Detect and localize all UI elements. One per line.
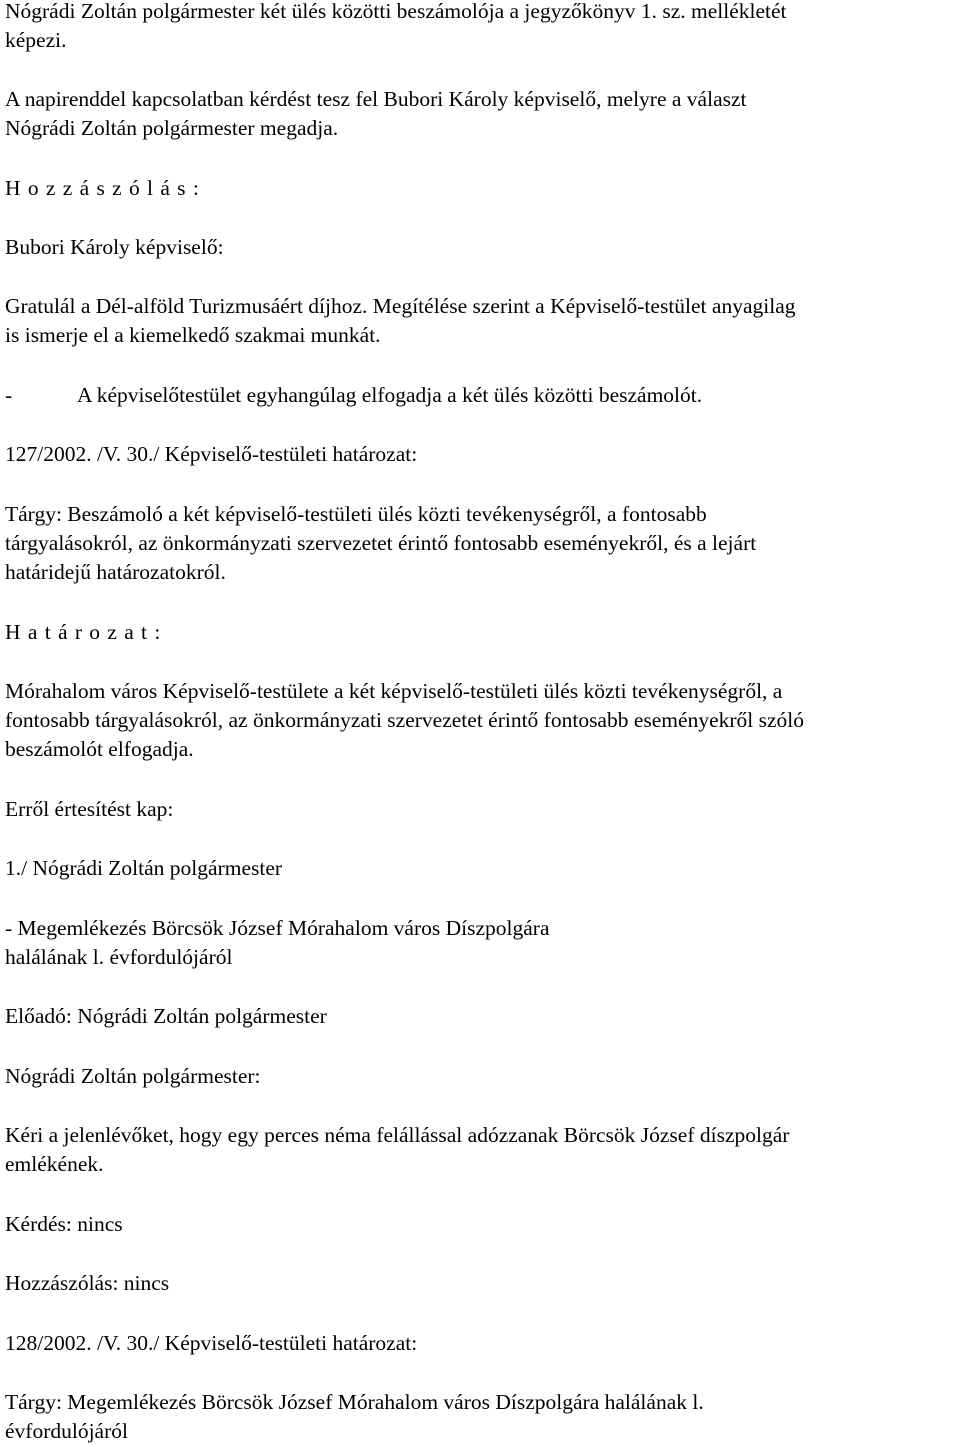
question-line-2: Nógrádi Zoltán polgármester megadja. [5, 116, 339, 140]
resolution-128-heading: 128/2002. /V. 30./ Képviselő-testületi határozat: [5, 1331, 418, 1355]
keri-line-1: Kéri a jelenlévőket, hogy egy perces néma felállással adózzanak Börcsök József díszpolgár [5, 1123, 790, 1147]
intro-line-2: képezi. [5, 28, 67, 52]
bullet-decision-text: A képviselőtestület egyhangúlag elfogadja a két ülés közötti beszámolót. [77, 383, 703, 407]
ertesites-heading: Erről értesítést kap: [5, 797, 174, 821]
resolution-127-heading: 127/2002. /V. 30./ Képviselő-testületi határozat: [5, 442, 418, 466]
kerdes-line: Kérdés: nincs [5, 1212, 123, 1236]
keri-line-2: emlékének. [5, 1152, 104, 1176]
gratulal-line-2: is ismerje el a kiemelkedő szakmai munkát. [5, 323, 381, 347]
hatarozat-line-3: beszámolót elfogadja. [5, 737, 194, 761]
hatarozat-heading: Határozat: [5, 620, 168, 644]
intro-line-1: Nógrádi Zoltán polgármester két ülés közötti beszámolója a jegyzőkönyv 1. sz. mellékletét [5, 0, 787, 23]
hozzaszolas-heading: Hozzászólás: [5, 176, 207, 200]
bullet-dash: - [5, 383, 13, 407]
targy-127-line-3: határidejű határozatokról. [5, 560, 226, 584]
targy-128-line-2: évfordulójáról [5, 1419, 128, 1443]
speaker-label: Bubori Károly képviselő: [5, 235, 224, 259]
question-line-1: A napirenddel kapcsolatban kérdést tesz fel Bubori Károly képviselő, melyre a választ [5, 87, 747, 111]
gratulal-line-1: Gratulál a Dél-alföld Turizmusáért díjhoz. Megítélése szerint a Képviselő-testület anyagilag [5, 294, 796, 318]
agenda-line-2: halálának l. évfordulójáról [5, 945, 233, 969]
hatarozat-line-2: fontosabb tárgyalásokról, az önkormányzati szervezetet érintő fontosabb eseményekről szóló [5, 708, 805, 732]
hozzaszolas-nincs-line: Hozzászólás: nincs [5, 1271, 170, 1295]
ertesites-item-1: 1./ Nógrádi Zoltán polgármester [5, 856, 283, 880]
mayor-speaker-label: Nógrádi Zoltán polgármester: [5, 1064, 261, 1088]
eloado-line: Előadó: Nógrádi Zoltán polgármester [5, 1004, 327, 1028]
agenda-line-1: - Megemlékezés Börcsök József Mórahalom város Díszpolgára [5, 916, 550, 940]
hatarozat-line-1: Mórahalom város Képviselő-testülete a két képviselő-testületi ülés közti tevékenységről, a [5, 679, 783, 703]
targy-128-line-1: Tárgy: Megemlékezés Börcsök József Mórahalom város Díszpolgára halálának l. [5, 1390, 704, 1414]
targy-127-line-2: tárgyalásokról, az önkormányzati szervezetet érintő fontosabb eseményekről, és a lejárt [5, 531, 757, 555]
targy-127-line-1: Tárgy: Beszámoló a két képviselő-testületi ülés közti tevékenységről, a fontosabb [5, 502, 707, 526]
